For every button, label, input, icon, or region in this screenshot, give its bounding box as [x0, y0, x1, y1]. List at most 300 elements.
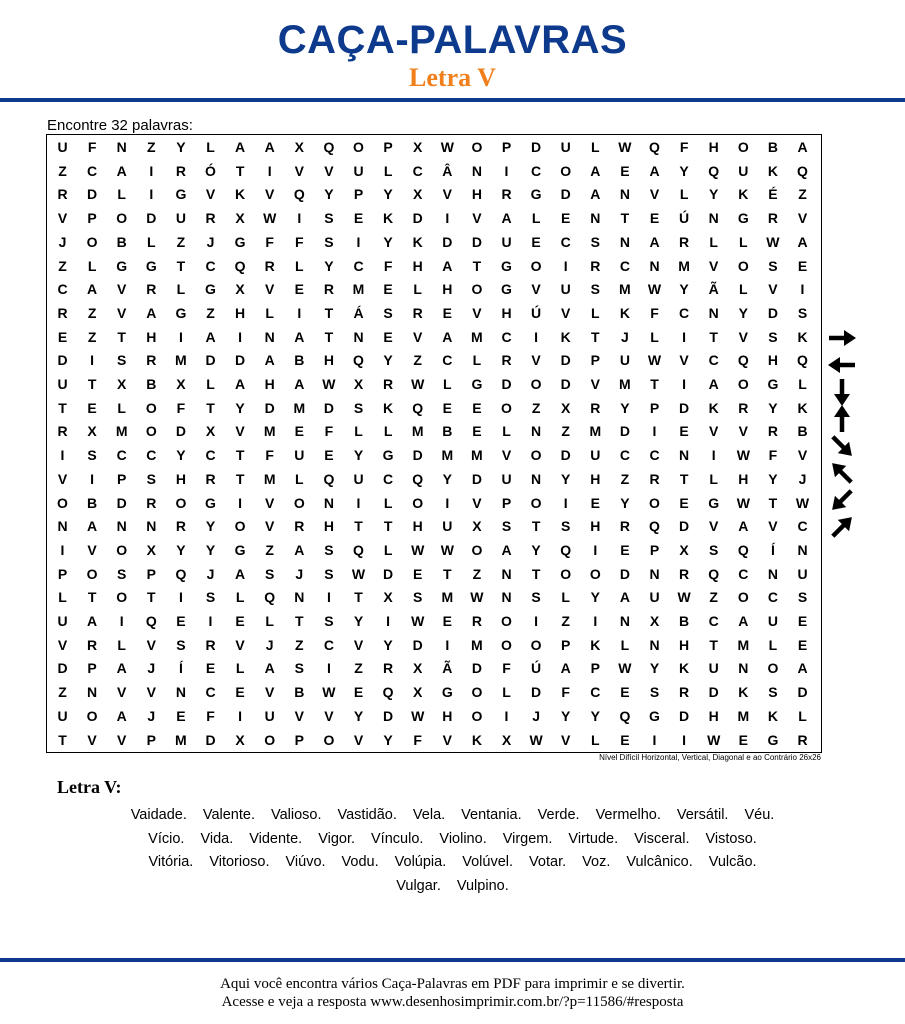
grid-cell: A	[738, 613, 749, 629]
grid-cell: N	[619, 186, 630, 203]
word-list-row	[0, 829, 905, 849]
grid-cell: O	[501, 613, 512, 629]
grid-cell: D	[708, 684, 719, 701]
grid-cell: P	[294, 731, 304, 748]
grid-cell: Y	[383, 352, 393, 369]
grid-cell: E	[590, 494, 600, 511]
word-list-item: Volúpia.	[394, 854, 447, 870]
grid-cell: Y	[590, 589, 600, 606]
grid-cell: E	[383, 281, 393, 298]
grid-cell: U	[590, 447, 601, 464]
grid-cell: É	[768, 186, 778, 203]
grid-cell: R	[383, 376, 394, 392]
grid-cell: Z	[354, 660, 363, 677]
grid-cell: Y	[679, 162, 689, 179]
grid-cell: A	[235, 376, 246, 392]
grid-cell: S	[117, 565, 127, 582]
grid-cell: C	[205, 447, 216, 464]
grid-cell: K	[738, 684, 749, 701]
grid-cell: L	[591, 304, 600, 321]
grid-cell: G	[501, 257, 512, 274]
grid-cell: O	[560, 565, 572, 582]
word-list-item: Virgem.	[502, 831, 553, 847]
grid-cell: U	[57, 707, 68, 724]
grid-cell: Q	[737, 352, 749, 369]
grid-cell: Q	[649, 139, 660, 155]
bottom-divider	[0, 958, 905, 962]
grid-cell: B	[442, 423, 453, 440]
grid-cell: R	[738, 399, 749, 416]
grid-cell: G	[234, 233, 246, 250]
grid-cell: E	[294, 281, 304, 298]
grid-cell: O	[116, 210, 128, 227]
grid-cell: J	[206, 565, 215, 582]
grid-cell: X	[294, 139, 304, 155]
grid-cell: S	[146, 470, 156, 487]
grid-cell: Ú	[531, 304, 542, 321]
grid-cell: A	[649, 162, 660, 179]
grid-cell: S	[531, 589, 541, 606]
grid-cell: Y	[383, 233, 393, 250]
grid-cell: U	[175, 210, 186, 227]
grid-cell: N	[619, 233, 630, 250]
grid-cell: E	[620, 684, 630, 701]
grid-cell: P	[57, 565, 68, 582]
grid-cell: A	[590, 186, 601, 203]
word-list-item: Valioso.	[271, 807, 322, 823]
grid-cell: G	[175, 186, 187, 203]
grid-cell: H	[679, 636, 690, 653]
grid-cell: M	[471, 447, 483, 464]
grid-cell: N	[708, 210, 719, 227]
letter-grid	[46, 134, 822, 753]
grid-cell: I	[652, 731, 657, 748]
grid-cell: V	[87, 541, 97, 558]
grid-cell: G	[471, 376, 483, 392]
grid-cell: P	[561, 636, 571, 653]
grid-cell: C	[619, 447, 630, 464]
grid-cell: U	[619, 352, 630, 369]
grid-cell: Q	[323, 470, 335, 487]
grid-cell: V	[117, 731, 127, 748]
grid-cell: E	[294, 423, 304, 440]
grid-cell: Z	[58, 162, 67, 179]
grid-cell: X	[87, 423, 97, 440]
grid-cell: O	[471, 707, 483, 724]
grid-cell: V	[117, 684, 127, 701]
grid-cell: I	[593, 613, 598, 629]
grid-cell: Q	[234, 257, 246, 274]
grid-cell: S	[501, 518, 512, 535]
grid-cell: U	[442, 518, 453, 535]
grid-cell: G	[708, 494, 720, 511]
grid-cell: V	[531, 281, 541, 298]
grid-cell: X	[501, 731, 512, 748]
grid-cell: E	[353, 684, 364, 701]
grid-cell: U	[57, 613, 68, 629]
arrow-up-left-icon	[825, 461, 859, 485]
grid-cell: D	[412, 636, 423, 653]
grid-cell: N	[738, 660, 749, 677]
grid-cell: V	[57, 636, 68, 653]
grid-cell: V	[797, 447, 808, 464]
grid-cell: E	[472, 423, 482, 440]
grid-cell: L	[561, 589, 570, 606]
grid-cell: C	[205, 684, 216, 701]
grid-cell: A	[294, 328, 305, 345]
grid-cell: I	[504, 162, 509, 179]
grid-cell: V	[235, 423, 245, 440]
grid-cell: W	[322, 684, 336, 701]
grid-cell: T	[531, 518, 541, 535]
grid-cell: T	[58, 399, 67, 416]
grid-cell: W	[351, 565, 366, 582]
grid-cell: L	[413, 281, 422, 298]
grid-cell: L	[206, 139, 215, 155]
grid-cell: V	[561, 304, 571, 321]
grid-cell: W	[322, 376, 336, 392]
grid-cell: I	[445, 210, 450, 227]
grid-cell: S	[353, 399, 364, 416]
grid-cell: I	[445, 494, 450, 511]
grid-cell: M	[441, 447, 454, 464]
grid-cell: Z	[531, 399, 541, 416]
grid-cell: V	[57, 210, 68, 227]
grid-cell: G	[234, 541, 246, 558]
grid-cell: Q	[412, 399, 424, 416]
grid-cell: G	[737, 210, 749, 227]
grid-cell: T	[768, 494, 778, 511]
grid-cell: E	[472, 399, 482, 416]
grid-cell: S	[87, 447, 97, 464]
grid-cell: T	[620, 210, 630, 227]
grid-cell: N	[531, 470, 542, 487]
grid-cell: C	[619, 257, 630, 274]
grid-cell: T	[354, 518, 363, 535]
grid-cell: L	[739, 233, 748, 250]
grid-cell: R	[57, 186, 68, 203]
grid-cell: M	[441, 589, 454, 606]
grid-cell: T	[235, 447, 245, 464]
grid-cell: Y	[620, 494, 630, 511]
grid-cell: F	[650, 304, 659, 321]
grid-cell: F	[502, 660, 511, 677]
grid-cell: L	[679, 186, 689, 203]
grid-cell: E	[679, 423, 689, 440]
grid-cell: R	[146, 352, 157, 369]
word-list-item: Votar.	[529, 854, 567, 870]
grid-cell: S	[324, 210, 334, 227]
grid-cell: Q	[797, 162, 808, 179]
grid-cell: L	[798, 707, 807, 724]
grid-cell: R	[501, 186, 512, 203]
grid-cell: D	[235, 352, 246, 369]
grid-cell: I	[90, 352, 95, 369]
grid-cell: F	[561, 684, 570, 701]
grid-cell: R	[264, 257, 275, 274]
grid-cell: S	[709, 541, 719, 558]
grid-cell: A	[87, 613, 98, 629]
grid-cell: A	[560, 660, 571, 677]
grid-cell: M	[619, 376, 631, 392]
grid-cell: O	[293, 494, 305, 511]
grid-cell: O	[471, 684, 483, 701]
grid-cell: V	[501, 447, 512, 464]
grid-cell: R	[649, 470, 660, 487]
grid-cell: V	[265, 518, 275, 535]
grid-cell: E	[738, 731, 748, 748]
grid-cell: N	[146, 518, 157, 535]
grid-cell: D	[412, 447, 423, 464]
grid-cell: I	[563, 494, 568, 511]
grid-cell: O	[86, 565, 98, 582]
grid-cell: F	[295, 233, 304, 250]
grid-cell: W	[440, 139, 454, 155]
grid-cell: L	[531, 210, 541, 227]
word-list-item: Vaidade.	[130, 807, 187, 823]
grid-cell: M	[293, 399, 306, 416]
grid-cell: W	[795, 494, 810, 511]
grid-cell: K	[471, 731, 482, 748]
grid-cell: V	[146, 636, 156, 653]
grid-cell: R	[146, 494, 157, 511]
grid-cell: H	[323, 352, 334, 369]
grid-cell: I	[800, 281, 805, 298]
grid-cell: F	[383, 257, 393, 274]
grid-cell: D	[560, 447, 571, 464]
grid-cell: P	[146, 565, 156, 582]
grid-cell: V	[709, 518, 719, 535]
grid-cell: I	[149, 162, 154, 179]
grid-cell: V	[531, 352, 541, 369]
word-list-item: Véu.	[744, 807, 775, 823]
grid-cell: K	[708, 399, 719, 416]
grid-cell: N	[501, 565, 512, 582]
grid-cell: Y	[176, 139, 186, 155]
grid-cell: T	[472, 257, 482, 274]
grid-cell: T	[235, 470, 245, 487]
grid-cell: U	[649, 589, 660, 606]
grid-cell: O	[737, 589, 749, 606]
grid-cell: E	[620, 731, 630, 748]
grid-cell: V	[679, 352, 689, 369]
grid-cell: E	[649, 210, 660, 227]
word-list-item: Vistoso.	[705, 831, 757, 847]
grid-cell: X	[561, 399, 571, 416]
grid-cell: C	[708, 613, 719, 629]
grid-cell: Q	[708, 162, 720, 179]
grid-cell: E	[442, 304, 452, 321]
grid-cell: S	[324, 565, 334, 582]
grid-cell: R	[294, 518, 305, 535]
puzzle-instruction: Encontre 32 palavras:	[47, 117, 193, 134]
grid-cell: I	[297, 210, 302, 227]
grid-cell: R	[471, 613, 482, 629]
grid-cell: R	[679, 233, 690, 250]
grid-cell: S	[324, 233, 334, 250]
grid-cell: L	[265, 304, 274, 321]
grid-cell: Y	[709, 186, 719, 203]
grid-cell: Y	[561, 707, 571, 724]
grid-cell: K	[560, 328, 571, 345]
grid-cell: V	[265, 494, 275, 511]
grid-cell: V	[472, 304, 482, 321]
grid-cell: E	[797, 636, 808, 653]
grid-cell: R	[146, 281, 157, 298]
grid-cell: D	[264, 399, 275, 416]
grid-cell: P	[649, 399, 660, 416]
grid-cell: O	[471, 281, 483, 298]
grid-cell: M	[175, 352, 187, 369]
grid-cell: V	[768, 518, 778, 535]
grid-cell: A	[649, 233, 660, 250]
grid-cell: S	[797, 304, 808, 321]
grid-cell: Q	[708, 565, 720, 582]
grid-cell: H	[471, 186, 482, 203]
grid-cell: I	[593, 541, 598, 558]
grid-cell: Q	[797, 352, 808, 369]
word-list-item: Visceral.	[634, 831, 690, 847]
grid-cell: G	[205, 494, 216, 511]
grid-cell: R	[767, 423, 778, 440]
grid-cell: J	[147, 660, 156, 677]
grid-cell: Y	[442, 470, 452, 487]
grid-cell: R	[175, 518, 186, 535]
grid-cell: P	[146, 731, 156, 748]
grid-cell: Y	[205, 518, 216, 535]
grid-cell: F	[413, 731, 422, 748]
word-list-row	[0, 876, 905, 896]
grid-cell: L	[295, 257, 304, 274]
grid-cell: V	[590, 376, 600, 392]
grid-cell: N	[116, 518, 127, 535]
grid-cell: L	[383, 423, 393, 440]
grid-cell: A	[619, 589, 630, 606]
grid-cell: Y	[353, 613, 364, 629]
grid-cell: T	[709, 328, 718, 345]
grid-cell: J	[265, 636, 274, 653]
grid-cell: I	[445, 636, 450, 653]
grid-cell: Z	[561, 423, 570, 440]
grid-cell: Y	[561, 470, 571, 487]
grid-cell: V	[353, 731, 364, 748]
grid-cell: Y	[176, 541, 186, 558]
arrow-down-left-icon	[825, 488, 859, 512]
grid-cell: K	[679, 660, 690, 677]
grid-cell: Y	[738, 304, 748, 321]
grid-cell: V	[265, 186, 275, 203]
grid-cell: C	[205, 257, 216, 274]
grid-cell: I	[711, 447, 716, 464]
grid-cell: O	[145, 399, 157, 416]
grid-cell: R	[175, 162, 186, 179]
difficulty-note: Nível Difícil Horizontal, Vertical, Diagonal e ao Contrário 26x26	[599, 753, 821, 762]
grid-cell: A	[590, 162, 601, 179]
grid-cell: C	[442, 352, 453, 369]
word-list-item: Verde.	[537, 807, 580, 823]
grid-cell: V	[442, 731, 452, 748]
grid-cell: O	[353, 139, 364, 155]
grid-cell: L	[295, 470, 304, 487]
grid-cell: N	[353, 328, 364, 345]
grid-cell: Y	[590, 707, 600, 724]
grid-cell: P	[383, 139, 393, 155]
grid-cell: Q	[649, 518, 660, 535]
grid-cell: K	[383, 399, 394, 416]
grid-cell: F	[265, 233, 274, 250]
word-list-item: Vida.	[200, 831, 234, 847]
grid-cell: X	[176, 376, 186, 392]
grid-cell: X	[413, 139, 423, 155]
grid-cell: T	[176, 257, 186, 274]
grid-cell: O	[501, 399, 512, 416]
grid-cell: V	[709, 257, 719, 274]
grid-cell: A	[264, 352, 275, 369]
grid-cell: V	[57, 470, 68, 487]
grid-cell: S	[205, 589, 216, 606]
grid-cell: R	[590, 399, 601, 416]
grid-cell: I	[563, 257, 568, 274]
grid-cell: A	[116, 707, 127, 724]
grid-cell: I	[356, 494, 361, 511]
grid-cell: P	[501, 494, 512, 511]
word-list-item: Voz.	[582, 854, 611, 870]
grid-cell: Z	[176, 233, 186, 250]
grid-cell: R	[412, 304, 423, 321]
grid-cell: L	[591, 731, 600, 748]
grid-cell: N	[264, 328, 275, 345]
grid-cell: I	[652, 423, 657, 440]
grid-cell: A	[501, 541, 512, 558]
grid-cell: D	[57, 352, 68, 369]
grid-cell: I	[326, 660, 331, 677]
grid-cell: A	[442, 328, 453, 345]
grid-cell: B	[294, 684, 305, 701]
grid-cell: Y	[383, 186, 393, 203]
grid-cell: C	[87, 162, 98, 179]
grid-cell: U	[738, 162, 749, 179]
grid-cell: Q	[264, 589, 276, 606]
grid-cell: W	[647, 281, 662, 298]
grid-cell: L	[502, 423, 511, 440]
grid-cell: H	[708, 707, 719, 724]
grid-cell: Y	[324, 186, 334, 203]
grid-cell: K	[383, 210, 394, 227]
grid-cell: I	[178, 328, 183, 345]
grid-cell: A	[738, 518, 749, 535]
grid-cell: D	[471, 233, 482, 250]
grid-cell: D	[531, 684, 542, 701]
arrow-up-right-icon	[825, 515, 859, 539]
grid-cell: V	[472, 210, 482, 227]
grid-cell: A	[264, 660, 275, 677]
grid-cell: Z	[58, 684, 67, 701]
grid-cell: Â	[442, 162, 453, 179]
grid-cell: M	[678, 257, 690, 274]
grid-cell: S	[768, 328, 778, 345]
grid-cell: U	[797, 565, 808, 582]
grid-cell: L	[383, 494, 393, 511]
grid-cell: C	[679, 304, 690, 321]
grid-cell: C	[501, 328, 512, 345]
grid-cell: B	[87, 494, 98, 511]
grid-cell: X	[413, 186, 423, 203]
grid-cell: R	[205, 636, 216, 653]
grid-cell: W	[411, 613, 425, 629]
grid-cell: Ú	[531, 660, 542, 677]
grid-cell: U	[767, 613, 778, 629]
grid-cell: J	[206, 233, 215, 250]
